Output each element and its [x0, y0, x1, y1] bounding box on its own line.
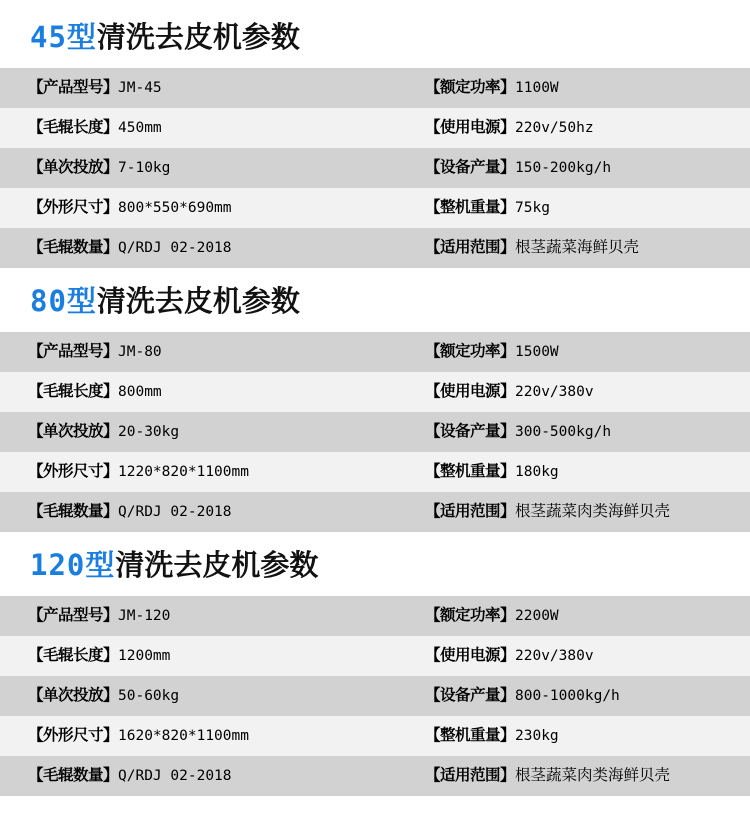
table-cell-left: [0, 412, 413, 452]
field-label: 【整机重量】: [425, 461, 516, 480]
table-cell-right: [413, 492, 750, 532]
table-cell-left: [0, 188, 413, 228]
field-label: 【单次投放】: [28, 157, 119, 176]
table-cell-left: [0, 716, 413, 756]
table-cell-left: [0, 228, 413, 268]
section-title-model: 80型: [30, 283, 97, 318]
field-label: 【毛辊长度】: [28, 381, 119, 400]
table-cell-right: [413, 676, 750, 716]
table-cell-right: [413, 716, 750, 756]
table-row: [0, 756, 750, 796]
field-value: JM-80: [118, 343, 162, 360]
table-row: [0, 412, 750, 452]
table-row: [0, 372, 750, 412]
top-spacer: [0, 0, 750, 22]
field-value: 根茎蔬菜海鲜贝壳: [515, 238, 640, 257]
field-value: 1200mm: [118, 647, 171, 664]
table-cell-right: [413, 228, 750, 268]
field-label: 【产品型号】: [28, 605, 119, 624]
field-value: 220v/380v: [515, 383, 594, 400]
table-cell-right: [413, 68, 750, 108]
table-cell-left: [0, 756, 413, 796]
field-value: 根茎蔬菜肉类海鲜贝壳: [515, 502, 671, 521]
title-spacer: [0, 54, 750, 68]
table-row: [0, 636, 750, 676]
field-label: 【毛辊长度】: [28, 117, 119, 136]
spec-section-45: [0, 22, 750, 268]
field-label: 【适用范围】: [425, 502, 516, 521]
field-label: 【使用电源】: [425, 117, 516, 136]
spec-section-120: [0, 547, 750, 796]
table-cell-left: [0, 636, 413, 676]
field-value: 7-10kg: [118, 159, 171, 176]
field-value: 20-30kg: [118, 423, 180, 440]
table-cell-right: [413, 372, 750, 412]
table-cell-right: [413, 188, 750, 228]
section-title-45: [0, 22, 750, 54]
field-value: 220v/380v: [515, 647, 594, 664]
table-cell-right: [413, 148, 750, 188]
table-row: [0, 68, 750, 108]
field-value: 300-500kg/h: [515, 423, 612, 440]
table-cell-right: [413, 596, 750, 636]
table-cell-right: [413, 108, 750, 148]
field-value: 50-60kg: [118, 687, 180, 704]
field-label: 【设备产量】: [425, 157, 516, 176]
field-label: 【毛辊数量】: [28, 765, 119, 784]
field-value: 1220*820*1100mm: [118, 463, 249, 480]
table-row: [0, 596, 750, 636]
table-row: [0, 676, 750, 716]
field-value: 150-200kg/h: [515, 159, 612, 176]
table-cell-left: [0, 108, 413, 148]
field-value: Q/RDJ 02-2018: [118, 503, 232, 520]
table-cell-left: [0, 492, 413, 532]
field-label: 【毛辊数量】: [28, 501, 119, 520]
field-value: 1500W: [515, 343, 559, 360]
table-cell-right: [413, 636, 750, 676]
field-value: JM-45: [118, 79, 162, 96]
field-label: 【使用电源】: [425, 645, 516, 664]
field-value: JM-120: [118, 607, 171, 624]
title-spacer: [0, 582, 750, 596]
section-title-rest: 清洗去皮机参数: [96, 20, 300, 54]
table-cell-left: [0, 452, 413, 492]
table-cell-left: [0, 676, 413, 716]
section-title-model: 120型: [30, 547, 116, 582]
field-label: 【毛辊数量】: [28, 237, 119, 256]
field-label: 【适用范围】: [425, 238, 516, 257]
table-cell-right: [413, 756, 750, 796]
field-label: 【毛辊长度】: [28, 645, 119, 664]
field-value: Q/RDJ 02-2018: [118, 239, 232, 256]
section-title-model: 45型: [30, 20, 97, 54]
field-value: 1100W: [515, 79, 559, 96]
field-label: 【额定功率】: [425, 77, 516, 96]
table-cell-right: [413, 412, 750, 452]
field-label: 【产品型号】: [28, 341, 119, 360]
field-label: 【设备产量】: [425, 685, 516, 704]
field-label: 【整机重量】: [425, 197, 516, 216]
field-value: Q/RDJ 02-2018: [118, 767, 232, 784]
table-cell-right: [413, 452, 750, 492]
field-label: 【外形尺寸】: [28, 197, 119, 216]
field-label: 【整机重量】: [425, 725, 516, 744]
field-label: 【单次投放】: [28, 685, 119, 704]
field-value: 800-1000kg/h: [515, 687, 620, 704]
field-label: 【适用范围】: [425, 766, 516, 785]
field-value: 220v/50hz: [515, 119, 594, 136]
spec-section-80: [0, 283, 750, 532]
table-row: [0, 452, 750, 492]
section-title-120: [0, 547, 750, 582]
field-label: 【使用电源】: [425, 381, 516, 400]
spec-table-45: [0, 68, 750, 268]
field-value: 2200W: [515, 607, 559, 624]
table-row: [0, 492, 750, 532]
spec-table-120: [0, 596, 750, 796]
field-label: 【额定功率】: [425, 341, 516, 360]
table-cell-right: [413, 332, 750, 372]
section-title-rest: 清洗去皮机参数: [115, 547, 319, 582]
table-row: [0, 228, 750, 268]
field-label: 【产品型号】: [28, 77, 119, 96]
section-title-rest: 清洗去皮机参数: [96, 283, 300, 318]
field-value: 800mm: [118, 383, 162, 400]
table-cell-left: [0, 596, 413, 636]
field-value: 根茎蔬菜肉类海鲜贝壳: [515, 766, 671, 785]
table-row: [0, 188, 750, 228]
field-value: 75kg: [515, 199, 550, 216]
field-label: 【设备产量】: [425, 421, 516, 440]
field-label: 【单次投放】: [28, 421, 119, 440]
field-value: 800*550*690mm: [118, 199, 232, 216]
table-row: [0, 716, 750, 756]
section-title-80: [0, 283, 750, 318]
table-cell-left: [0, 68, 413, 108]
field-value: 1620*820*1100mm: [118, 727, 249, 744]
title-spacer: [0, 318, 750, 332]
spec-table-80: [0, 332, 750, 532]
table-cell-left: [0, 148, 413, 188]
field-value: 180kg: [515, 463, 559, 480]
table-row: [0, 332, 750, 372]
field-label: 【外形尺寸】: [28, 725, 119, 744]
field-value: 230kg: [515, 727, 559, 744]
table-cell-left: [0, 332, 413, 372]
table-row: [0, 108, 750, 148]
field-value: 450mm: [118, 119, 162, 136]
table-row: [0, 148, 750, 188]
table-cell-left: [0, 372, 413, 412]
field-label: 【外形尺寸】: [28, 461, 119, 480]
field-label: 【额定功率】: [425, 605, 516, 624]
